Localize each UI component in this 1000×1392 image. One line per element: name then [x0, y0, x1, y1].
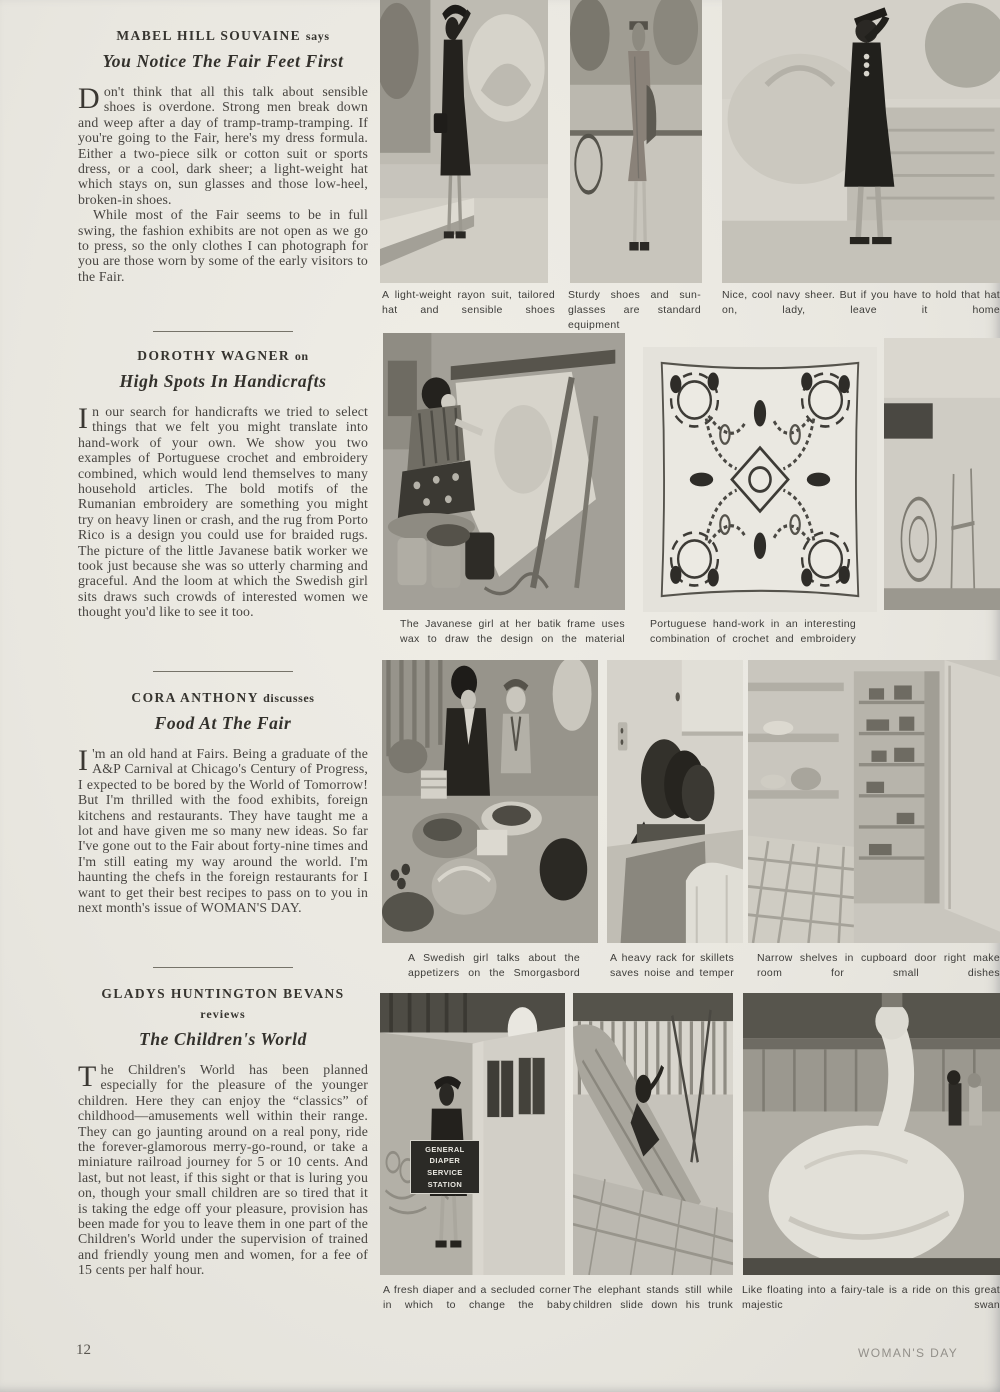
kicker-connector: discusses: [263, 691, 315, 705]
caption-skillet-rack: A heavy rack for skillets saves noise and temper: [610, 952, 734, 979]
photo-fashion-suit: [380, 0, 548, 283]
section-childrens-world: [78, 986, 368, 1278]
magazine-brand: WOMAN'S DAY: [858, 1346, 959, 1360]
section-title: High Spots In Handicrafts: [119, 371, 327, 391]
section-kicker: [78, 690, 368, 706]
page-number: 12: [76, 1342, 91, 1358]
photo-skillet-rack: [607, 660, 743, 943]
section-divider: [153, 331, 293, 332]
photo-diaper-station: [380, 993, 565, 1275]
section-title: The Children's World: [139, 1029, 307, 1049]
section-body: [78, 746, 368, 915]
author-name: GLADYS HUNTINGTON BEVANS: [101, 986, 345, 1001]
caption-batik-girl: The Javanese girl at her batik frame uses wax to draw the design on the material: [400, 618, 625, 645]
section-body: [78, 1062, 368, 1278]
section-body: [78, 404, 368, 620]
caption-fashion-suit: A light-weight rayon suit, tailored hat and sensible shoes: [382, 289, 555, 316]
section-title: You Notice The Fair Feet First: [102, 51, 344, 71]
section-body-2: While most of the Fair seems to be in full swing, the fashion exhibits are not open as we go to press, so the only clothes I can photograph for you are those worn by some of the early visitors to the Fair.: [78, 207, 368, 284]
drop-cap: I: [78, 402, 89, 435]
diaper-station-sign: [410, 1140, 481, 1195]
body-text: 'm an old hand at Fairs. Being a graduate of the A&P Carnival at Chicago's Century of Progress, I expected to be bored by the World of Tomorrow! But I'm thrilled with the food exhibits, foreign kitchens and restaurants. They have taught me a lot and have given me so many new ideas. So far I've gone out to the Fair about forty-nine times and I'm still eating my way around the world. I'm haunting the chefs in the foreign restaurants for I want to get their best recipes to pass on to you in next month's issue of WOMAN'S DAY.: [78, 746, 368, 916]
caption-fashion-navy-sheer: Nice, cool navy sheer. But if you have to hold that hat on, lady, leave it home: [722, 289, 1000, 316]
drop-cap: D: [78, 82, 100, 115]
photo-fashion-navy-sheer: [722, 0, 1000, 283]
body-text: n our search for handicrafts we tried to select things that we felt you might translate into hand-work of your own. We show you two examples of Portuguese crochet and embroidery combined, which would lend themselves to many household articles. The bold motifs of the Rumanian embroidery are something you might try on heavy linen or crash, and the rug from Porto Rico is a design you could use for braided rugs. The picture of the little Javanese batik worker we took just because she was so utterly charming and graceful. And the loom at which the Swedish girl sits draws such crowds of interested women we thought you'd like to see it too.: [78, 404, 368, 620]
photo-cupboard-shelves: [748, 660, 1000, 943]
section-fair-feet: [78, 28, 368, 284]
photo-portuguese-embroidery: [643, 347, 877, 612]
kicker-connector: on: [294, 349, 309, 363]
section-body: [78, 84, 368, 207]
caption-swan-ride: Like floating into a fairy-tale is a ride on this great majestic swan: [742, 1284, 1000, 1311]
author-name: DOROTHY WAGNER: [137, 348, 291, 363]
caption-fashion-walking: Sturdy shoes and sun-glasses are standard equipment: [568, 289, 701, 331]
kicker-connector: says: [305, 29, 330, 43]
caption-elephant-slide: The elephant stands still while children slide down his trunk: [573, 1284, 733, 1311]
caption-portuguese-embroidery: Portuguese hand-work in an interesting combination of crochet and embroidery: [650, 618, 856, 645]
photo-loom-partial: [884, 338, 1000, 610]
section-divider: [153, 967, 293, 968]
drop-cap: I: [78, 744, 89, 777]
section-kicker: [78, 28, 368, 44]
photo-batik-girl: [383, 333, 625, 610]
caption-diaper-station: A fresh diaper and a secluded corner in which to change the baby: [383, 1284, 571, 1311]
sign-line-2: SERVICE STATION: [427, 1167, 463, 1189]
section-kicker: [78, 348, 368, 364]
section-food: [78, 690, 368, 915]
section-title: Food At The Fair: [154, 713, 292, 733]
body-text: on't think that all this talk about sensible shoes is overdone. Strong men break down and weep after a day of tramp-tramp-tramping. If you're going to the Fair, here's my dress formula. Either a two-piece silk or cotton suit or sports dress, or a cool, dark sheer; a light-weight hat which stays on, sun glasses and those low-heel, broken-in shoes.: [78, 84, 368, 207]
drop-cap: T: [78, 1060, 97, 1093]
photo-fashion-walking: [570, 0, 702, 283]
section-handicrafts: [78, 348, 368, 620]
photo-swan-ride: [743, 993, 1000, 1275]
photo-smorgasbord: [382, 660, 598, 943]
author-name: CORA ANTHONY: [131, 690, 259, 705]
section-divider: [153, 671, 293, 672]
sign-line-1: GENERAL DIAPER: [425, 1144, 465, 1166]
caption-smorgasbord: A Swedish girl talks about the appetizers on the Smorgasbord: [408, 952, 580, 979]
kicker-connector: reviews: [200, 1007, 246, 1021]
body-text: he Children's World has been planned especially for the pleasure of the younger children. Here they can enjoy the “classics” of childhood—amusements well within their range. They can go jaunting around on a real pony, ride the forever-glamorous merry-go-round, or take a miniature railroad journey for 5 or 10 cents. And last, but not least, if this sight or that is luring you on, though your small children are so tired that it is taking the edge off your pleasure, provision has been made for you to leave them in one part of the Children's World under the supervision of trained and friendly young men and women, for a fee of 15 cents per half hour.: [78, 1062, 368, 1278]
photo-elephant-slide: [573, 993, 733, 1275]
section-kicker: [78, 986, 368, 1022]
caption-cupboard-shelves: Narrow shelves in cupboard door right make room for small dishes: [757, 952, 1000, 979]
author-name: MABEL HILL SOUVAINE: [116, 28, 302, 43]
